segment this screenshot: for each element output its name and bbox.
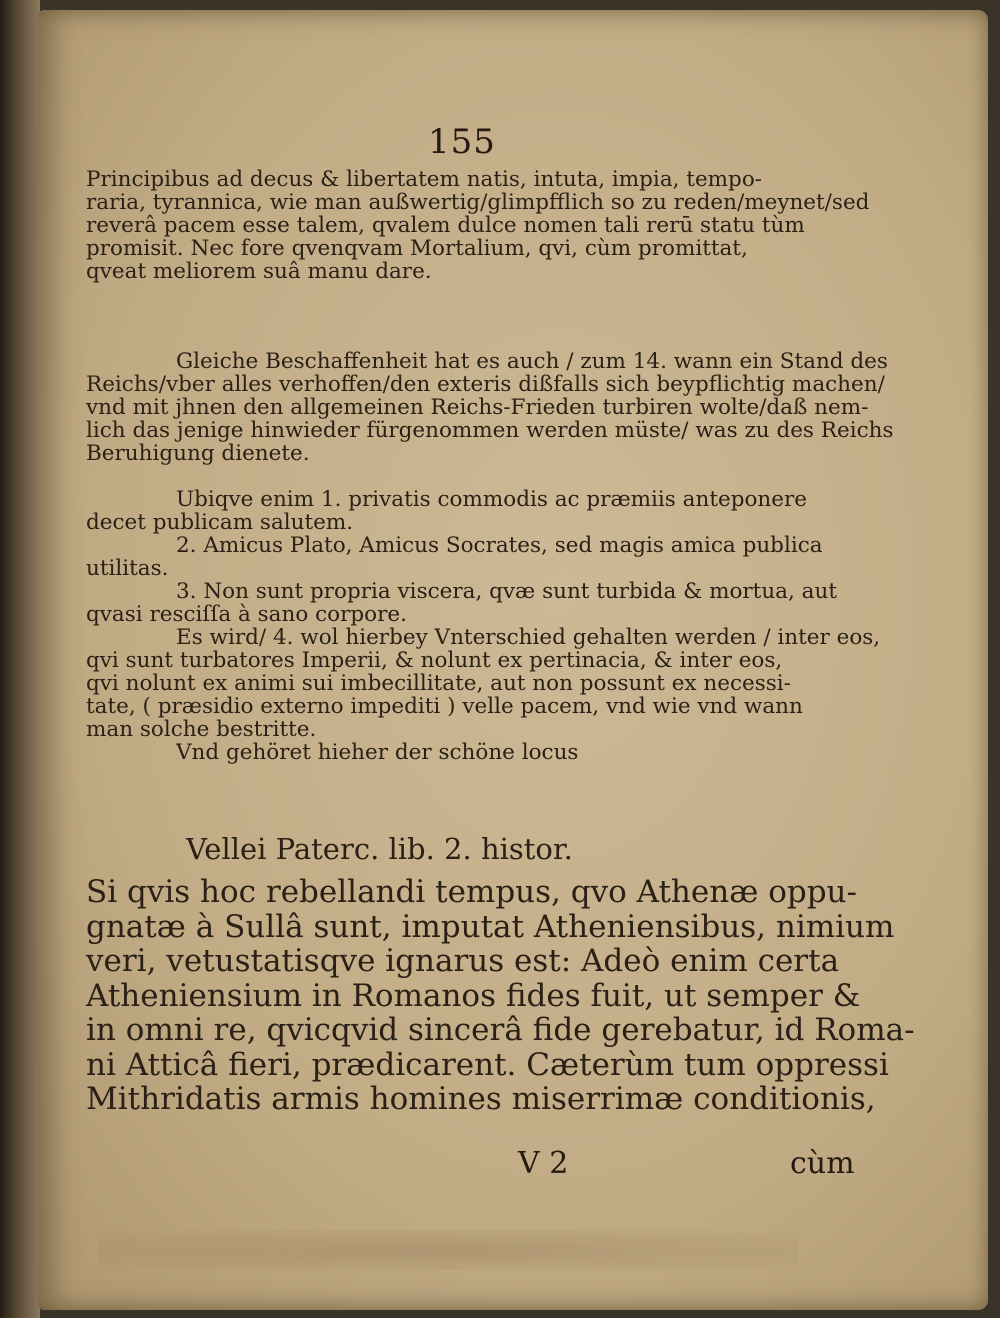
text-line: reverâ pacem esse talem, qvalem dulce nomen tali rerū statu tùm <box>86 213 805 238</box>
text-line: qvi sunt turbatores Imperii, & nolunt ex pertinacia, & inter eos, <box>86 648 783 673</box>
text-line: Gleiche Beschaffenheit hat es auch / zum 14. wann ein Stand des <box>176 349 888 374</box>
text-line: lich das jenige hinwieder fürgenommen werden müste/ was zu des Reichs <box>86 418 894 443</box>
text-line: Si qvis hoc rebellandi tempus, qvo Athenæ oppu- <box>86 874 857 910</box>
text-line: qvi nolunt ex animi sui imbecillitate, aut non possunt ex necessi- <box>86 671 791 696</box>
catchword: cùm <box>790 1146 855 1181</box>
text-line: ni Atticâ fieri, prædicarent. Cæterùm tum oppressi <box>86 1046 889 1083</box>
signature-mark: V 2 <box>518 1146 569 1181</box>
book-page <box>38 10 988 1310</box>
text-line: Es wird/ 4. wol hierbey Vnterschied gehalten werden / inter eos, <box>176 625 881 650</box>
text-line: Atheniensium in Romanos fides fuit, ut semper & <box>86 977 861 1014</box>
latin-numbered-points <box>86 487 881 765</box>
text-line: Principibus ad decus & libertatem natis, intuta, impia, tempo- <box>86 167 763 192</box>
text-line: decet publicam salutem. <box>86 510 354 535</box>
text-line: Mithridatis armis homines miserrimæ conditionis, <box>86 1081 876 1117</box>
text-line: Beruhigung dienete. <box>86 441 310 466</box>
text-line: in omni re, qvicqvid sincerâ fide gerebatur, id Roma- <box>86 1012 915 1048</box>
text-line: utilitas. <box>86 556 169 581</box>
fraktur-paragraph <box>86 349 894 466</box>
text-line: gnatæ à Sullâ sunt, imputat Atheniensibus, nimium <box>86 908 895 945</box>
text-line: Ubiqve enim 1. privatis commodis ac præmiis anteponere <box>176 487 807 512</box>
paper-stain <box>98 1230 798 1270</box>
text-line: Reichs/vber alles verhoffen/den exteris dißfalls sich beypflichtig machen/ <box>86 372 885 397</box>
text-line: vnd mit jhnen den allgemeinen Reichs-Frieden turbiren wolte/daß nem- <box>86 395 869 420</box>
text-line: 3. Non sunt propria viscera, qvæ sunt turbida & mortua, aut <box>176 579 837 604</box>
page-number: 155 <box>428 122 496 162</box>
text-line: qvasi resciſſa à sano corpore. <box>86 602 407 627</box>
citation-line: Vellei Paterc. lib. 2. histor. <box>186 832 573 866</box>
text-line: promisit. Nec fore qvenqvam Mortalium, qvi, cùm promittat, <box>86 236 748 261</box>
text-line: Vnd gehöret hieher der schöne locus <box>176 740 579 765</box>
text-line: man solche bestritte. <box>86 717 317 742</box>
book-gutter <box>0 0 40 1318</box>
text-line: 2. Amicus Plato, Amicus Socrates, sed magis amica publica <box>176 533 823 558</box>
text-line: qveat meliorem suâ manu dare. <box>86 259 432 284</box>
source-citation <box>86 832 866 866</box>
latin-paragraph-1 <box>86 167 870 284</box>
text-line: raria, tyrannica, wie man außwertig/glimpfflich so zu reden/meynet/sed <box>86 190 870 215</box>
quotation-paragraph <box>86 874 915 1117</box>
text-line: veri, vetustatisqve ignarus est: Adeò enim certa <box>86 943 840 979</box>
text-line: tate, ( præsidio externo impediti ) velle pacem, vnd wie vnd wann <box>86 694 803 719</box>
